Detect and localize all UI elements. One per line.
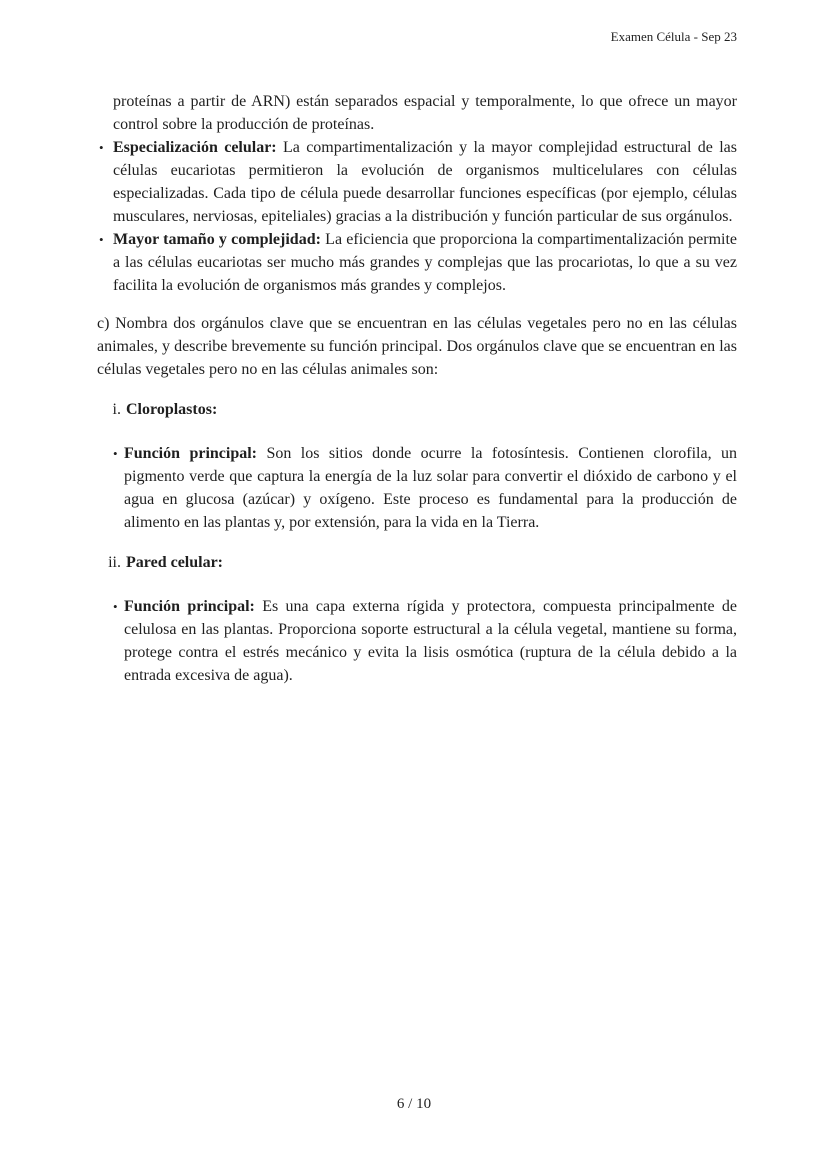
bullet-icon: • xyxy=(113,446,118,461)
organelle-heading-cell-wall xyxy=(97,551,737,574)
bullet-text: Es una capa externa rígida y protectora, compuesta principalmente de celulosa en las plantas. Proporciona soporte estructural a la célula vegetal, mantiene su forma, protege contra el estrés mecánico y evita la lisis osmótica (ruptura de la célula debido a la entrada excesiva de agua). xyxy=(124,598,738,684)
organelle-heading-chloroplasts xyxy=(97,398,737,421)
bullet-icon: • xyxy=(99,140,104,155)
list-item xyxy=(97,228,737,297)
bullet-lead: Mayor tamaño y complejidad: xyxy=(113,231,321,248)
bullet-text: Son los sitios donde ocurre la fotosíntesis. Contienen clorofila, un pigmento verde que captura la energía de la luz solar para convertir el dióxido de carbono y el agua en glucosa (azúcar) y oxígeno. Este proceso es fundamental para la producción de alimento en las plantas y, por extensión, para la vida en la Tierra. xyxy=(124,445,738,531)
organelle-title: Cloroplastos: xyxy=(126,401,218,418)
bullet-text: La eficiencia que proporciona la compartimentalización permite a las células eucariotas ser mucho más grandes y complejas que las procariotas, lo que a su vez facilita la evolución de organismos más grandes y complejos. xyxy=(113,231,738,294)
bullet-list xyxy=(97,136,737,297)
bullet-icon: • xyxy=(113,599,118,614)
list-item xyxy=(97,595,737,687)
running-header: Examen Célula - Sep 23 xyxy=(610,29,737,44)
list-item xyxy=(97,442,737,534)
page-body xyxy=(97,90,737,687)
bullet-lead: Función principal: xyxy=(124,445,258,462)
page-number: 6 / 10 xyxy=(396,1096,432,1112)
roman-numeral: i. xyxy=(112,401,121,418)
paragraph-continuation: proteínas a partir de ARN) están separados espacial y temporalmente, lo que ofrece un mayor control sobre la producción de proteínas. xyxy=(113,93,737,133)
organelle-title: Pared celular: xyxy=(126,554,224,571)
bullet-lead: Especialización celular: xyxy=(113,139,277,156)
list-item xyxy=(97,136,737,228)
bullet-lead: Función principal: xyxy=(124,598,255,615)
bullet-icon: • xyxy=(99,232,104,247)
bullet-text: La compartimentalización y la mayor complejidad estructural de las células eucariotas permitieron la evolución de organismos multicelulares con células especializadas. Cada tipo de célula puede desarrollar funciones específicas (por ejemplo, células musculares, nerviosas, epiteliales) gracias a la distribución y función particular de sus orgánulos. xyxy=(113,139,738,225)
roman-numeral: ii. xyxy=(108,554,121,571)
question-c-paragraph: c) Nombra dos orgánulos clave que se encuentran en las células vegetales pero no en las células animales, y describe brevemente su función principal. Dos orgánulos clave que se encuentran en las células vegetales pero no en las células animales son: xyxy=(97,315,737,378)
